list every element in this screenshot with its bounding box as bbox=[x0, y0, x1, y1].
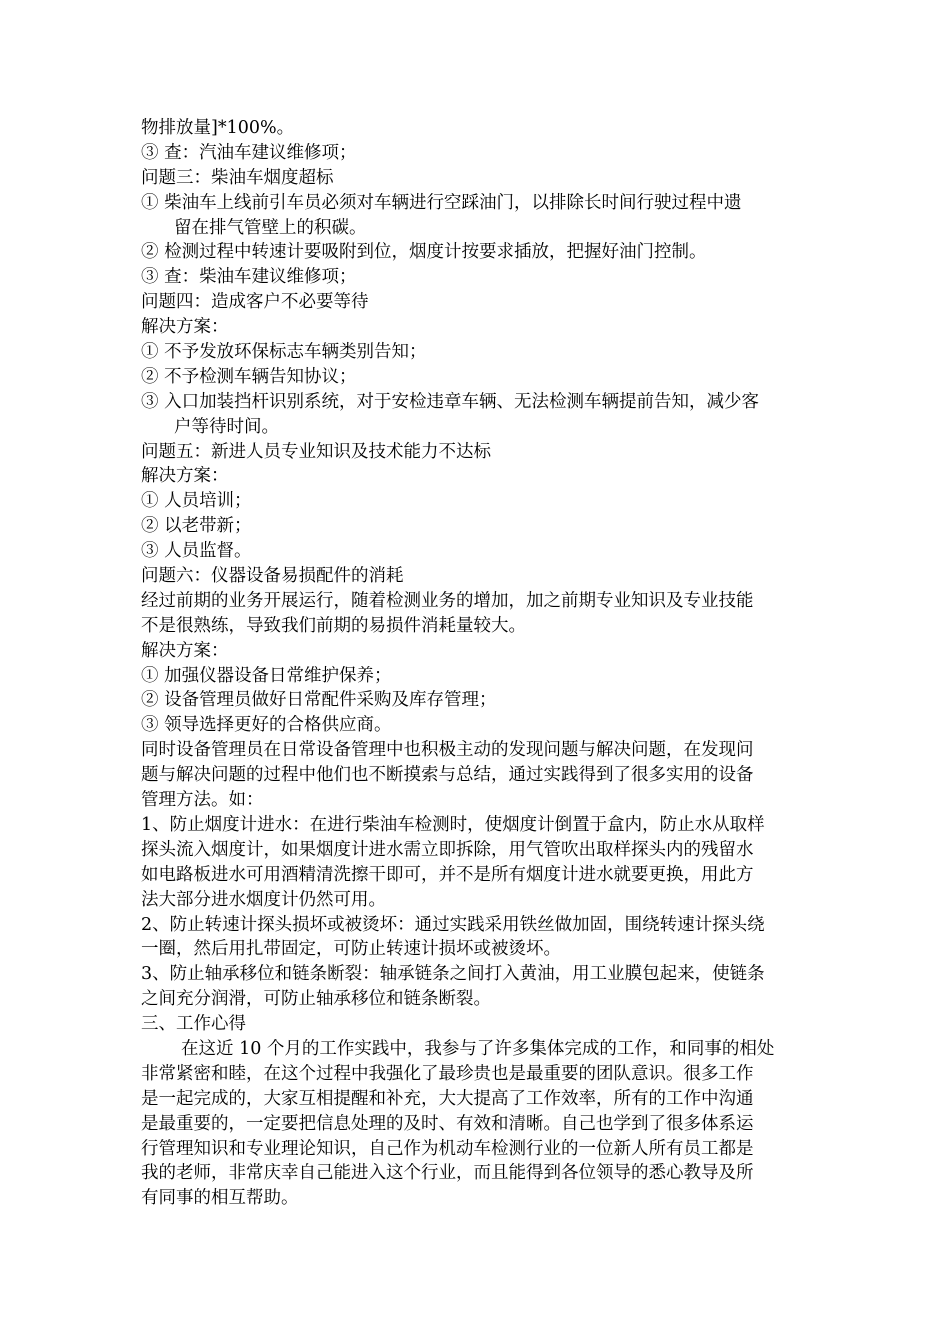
paragraph-line: 行管理知识和专业理论知识，自己作为机动车检测行业的一位新人所有员工都是 bbox=[141, 1138, 754, 1159]
method-item: 2、防止转速计探头损坏或被烫坏：通过实践采用铁丝做加固，围绕转速计探头绕 bbox=[141, 914, 765, 935]
paragraph-line: 题与解决问题的过程中他们也不断摸索与总结，通过实践得到了很多实用的设备 bbox=[141, 765, 754, 786]
paragraph-line: 我的老师，非常庆幸自己能进入这个行业，而且能得到各位领导的悉心教导及所 bbox=[141, 1163, 754, 1184]
paragraph-line: 在这近 10 个月的工作实践中，我参与了许多集体完成的工作，和同事的相处 bbox=[181, 1038, 775, 1059]
paragraph-line: 经过前期的业务开展运行，随着检测业务的增加，加之前期专业知识及专业技能 bbox=[141, 590, 754, 611]
list-item: ③ 查：柴油车建议维修项； bbox=[141, 267, 357, 288]
list-item: ② 检测过程中转速计要吸附到位，烟度计按要求插放，把握好油门控制。 bbox=[141, 242, 707, 263]
list-item: ① 不予发放环保标志车辆类别告知； bbox=[141, 342, 427, 363]
document-body bbox=[141, 116, 811, 1211]
solution-label: 解决方案： bbox=[141, 640, 229, 661]
solution-label: 解决方案： bbox=[141, 317, 229, 338]
list-item: ② 不予检测车辆告知协议； bbox=[141, 366, 357, 387]
list-item-continuation: 户等待时间。 bbox=[174, 416, 279, 437]
section-heading: 问题六：仪器设备易损配件的消耗 bbox=[141, 566, 404, 587]
solution-label: 解决方案： bbox=[141, 466, 229, 487]
paragraph-line: 是一起完成的，大家互相提醒和补充，大大提高了工作效率，所有的工作中沟通 bbox=[141, 1088, 754, 1109]
list-item: ① 柴油车上线前引车员必须对车辆进行空踩油门，以排除长时间行驶过程中遗 bbox=[141, 192, 742, 213]
chapter-heading: 三、工作心得 bbox=[141, 1014, 246, 1035]
list-item: ③ 查：汽油车建议维修项； bbox=[141, 142, 357, 163]
paragraph-line: 不是很熟练，导致我们前期的易损件消耗量较大。 bbox=[141, 615, 526, 636]
list-item: ③ 领导选择更好的合格供应商。 bbox=[141, 715, 392, 736]
list-item: ① 加强仪器设备日常维护保养； bbox=[141, 665, 392, 686]
paragraph-line: 非常紧密和睦，在这个过程中我强化了最珍贵也是最重要的团队意识。很多工作 bbox=[141, 1063, 754, 1084]
list-item: ③ 入口加装挡杆识别系统，对于安检违章车辆、无法检测车辆提前告知，减少客 bbox=[141, 391, 760, 412]
list-item: ③ 人员监督。 bbox=[141, 541, 252, 562]
paragraph-line: 管理方法。如： bbox=[141, 790, 264, 811]
section-heading: 问题五：新进人员专业知识及技术能力不达标 bbox=[141, 441, 491, 462]
paragraph-line: 探头流入烟度计，如果烟度计进水需立即拆除，用气管吹出取样探头内的残留水 bbox=[141, 839, 754, 860]
paragraph-line: 如电路板进水可用酒精清洗擦干即可，并不是所有烟度计进水就要更换，用此方 bbox=[141, 864, 754, 885]
method-item: 3、防止轴承移位和链条断裂：轴承链条之间打入黄油，用工业膜包起来，使链条 bbox=[141, 964, 765, 985]
paragraph-line: 法大部分进水烟度计仍然可用。 bbox=[141, 889, 386, 910]
method-item: 1、防止烟度计进水：在进行柴油车检测时，使烟度计倒置于盒内，防止水从取样 bbox=[141, 814, 765, 835]
list-item: ② 以老带新； bbox=[141, 516, 252, 537]
list-item: ② 设备管理员做好日常配件采购及库存管理； bbox=[141, 690, 497, 711]
paragraph-line: 有同事的相互帮助。 bbox=[141, 1188, 299, 1209]
text-line: 物排放量]*100%。 bbox=[141, 118, 295, 138]
section-heading: 问题四：造成客户不必要等待 bbox=[141, 292, 369, 313]
paragraph-line: 是最重要的，一定要把信息处理的及时、有效和清晰。自己也学到了很多体系运 bbox=[141, 1113, 754, 1134]
paragraph-line: 同时设备管理员在日常设备管理中也积极主动的发现问题与解决问题，在发现问 bbox=[141, 740, 754, 761]
list-item: ① 人员培训； bbox=[141, 491, 252, 512]
paragraph-line: 之间充分润滑，可防止轴承移位和链条断裂。 bbox=[141, 989, 491, 1010]
paragraph-line: 一圈，然后用扎带固定，可防止转速计损坏或被烫坏。 bbox=[141, 939, 561, 960]
list-item-continuation: 留在排气管壁上的积碳。 bbox=[174, 217, 367, 238]
section-heading: 问题三：柴油车烟度超标 bbox=[141, 167, 334, 188]
